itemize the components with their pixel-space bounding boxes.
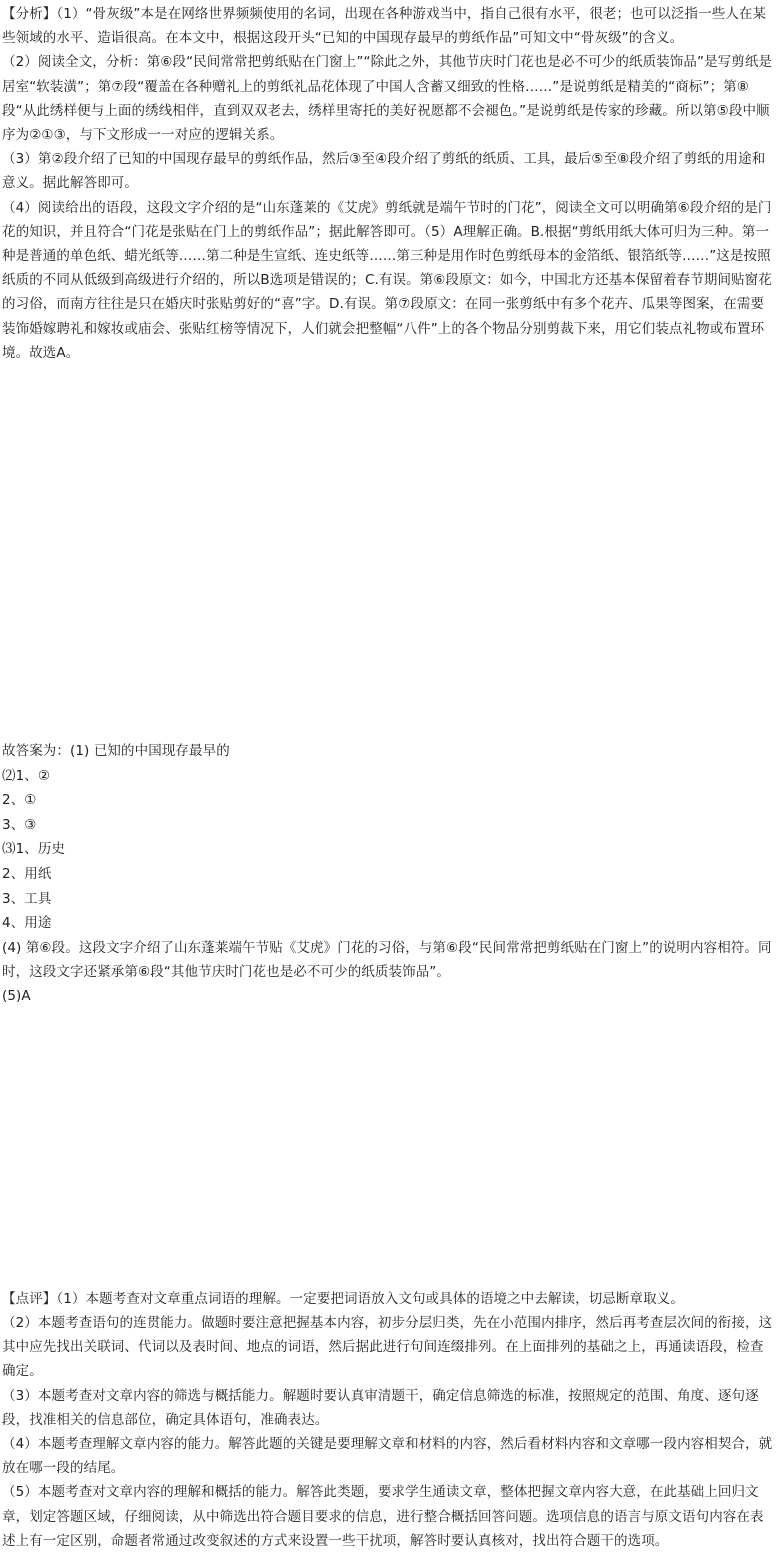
answer-section: [2, 739, 774, 1009]
answer-line-2: ⑵1、②: [2, 767, 51, 784]
answer-line-6: 2、用纸: [2, 866, 52, 883]
comment-paragraph-2: （2）本题考查语句的连贯能力。做题时要注意把握基本内容，初步分层归类，先在小范围内排序，然后再考查层次间的衔接，这其中应先找出关联词、代词以及表时间、地点的词语，然后据此进行句间连缀排列。在上面排列的基础之上，再通读语段，检查确定。: [2, 1315, 773, 1380]
comment-paragraph-4: （4）本题考查理解文章内容的能力。解答此题的关键是要理解文章和材料的内容，然后看材料内容和文章哪一段内容相契合，就放在哪一段的结尾。: [2, 1436, 773, 1477]
comment-section: [2, 1287, 774, 1553]
answer-line-8: 4、用途: [2, 915, 52, 932]
answer-line-4: 3、③: [2, 816, 37, 833]
answer-q5: (5)A: [2, 988, 31, 1005]
analysis-paragraph-1: 【分析】（1）“骨灰级”本是在网络世界频频使用的名词，出现在各种游戏当中，指自己很有水平，很老；也可以泛指一些人在某些领域的水平、造诣很高。在本文中，根据这段开头“已知的中国现存最早的剪纸作品”可知文中“骨灰级”的含义。: [2, 6, 767, 47]
analysis-paragraph-4: （4）阅读给出的语段，这段文字介绍的是“山东蓬莱的《艾虎》剪纸就是端午节时的门花”，阅读全文可以明确第⑥段介绍的是门花的知识，并且符合“门花是张贴在门上的剪纸作品”；据此解答即可。（5）A理解正确。B.根据“剪纸用纸大体可归为三种。第一种是普通的单色纸、蜡光纸等……第二种是生宣纸、连史纸等……第三种是用作时色剪纸母本的金箔纸、银箔纸等……”这是按照纸质的不同从低级到高级进行介绍的，所以B选项是错误的；C.有误。第⑥段原文：如今，中国北方还基本保留着春节期间贴窗花的习俗，而南方往往是只在婚庆时张贴剪好的“喜”字。D.有误。第⑦段原文：在同一张剪纸中有多个花卉、瓜果等图案，在需要装饰婚嫁聘礼和嫁妆或庙会、张贴红榜等情况下，人们就会把整幅“八件”上的各个物品分别剪裁下来，用它们装点礼物或布置环境。故选A。: [2, 199, 772, 361]
answer-line-3: 2、①: [2, 792, 37, 809]
analysis-paragraph-2: （2）阅读全文，分析：第⑥段“民间常常把剪纸贴在门窗上”“除此之外，其他节庆时门花也是必不可少的纸质装饰品”是写剪纸是居室“软装潢”；第⑦段“覆盖在各种赠礼上的剪纸礼品花体现了中国人含蓄又细致的性格……”是说剪纸是精美的“商标”；第⑧段“从此绣样便与上面的绣线相伴，直到双双老去，绣样里寄托的美好祝愿都不会褪色。”是说剪纸是传家的珍藏。所以第⑤段中顺序为②①③，与下文形成一一对应的逻辑关系。: [2, 54, 773, 144]
answer-line-7: 3、工具: [2, 890, 52, 907]
answer-line-5: ⑶1、历史: [2, 841, 66, 858]
answer-line-1: 故答案为：(1) 已知的中国现存最早的: [2, 743, 230, 760]
comment-paragraph-5: （5）本题考查对文章内容的理解和概括的能力。解答此类题，要求学生通读文章，整体把握文章内容大意，在此基础上回归文章，划定答题区域，仔细阅读，从中筛选出符合题目要求的信息，进行整合概括回答问题。选项信息的语言与原文语句内容在表述上有一定区别，命题者常通过改变叙述的方式来设置一些干扰项，解答时要认真核对，找出符合题干的选项。: [2, 1484, 764, 1549]
analysis-paragraph-3: （3）第②段介绍了已知的中国现存最早的剪纸作品，然后③至④段介绍了剪纸的纸质、工具，最后⑤至⑧段介绍了剪纸的用途和意义。据此解答即可。: [2, 151, 766, 192]
analysis-section: [2, 2, 774, 365]
comment-paragraph-3: （3）本题考查对文章内容的筛选与概括能力。解题时要认真审清题干，确定信息筛选的标准，按照规定的范围、角度、逐句逐段，找准相关的信息部位，确定具体语句，准确表达。: [2, 1387, 759, 1428]
comment-paragraph-1: 【点评】（1）本题考查对文章重点词语的理解。一定要把词语放入文句或具体的语境之中去解读，切忌断章取义。: [2, 1290, 684, 1307]
answer-q4: (4) 第⑥段。这段文字介绍了山东蓬莱端午节贴《艾虎》门花的习俗，与第⑥段“民间常常把剪纸贴在门窗上”的说明内容相符。同时，这段文字还紧承第⑥段“其他节庆时门花也是必不可少的纸质装饰品”。: [2, 939, 772, 980]
